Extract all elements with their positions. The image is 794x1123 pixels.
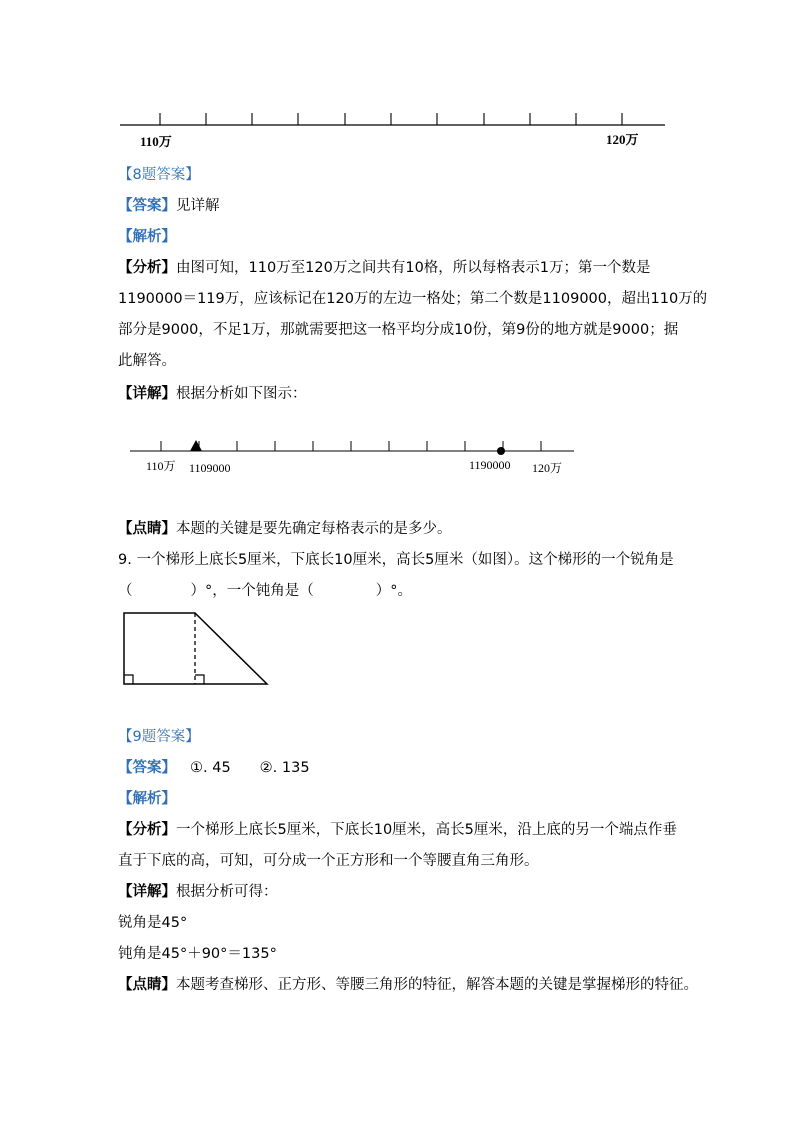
q9-xiangjie-line [118,882,278,902]
fenxi-text: 一个梯形上底长5厘米，下底长10厘米，高长5厘米，沿上底的另一个端点作垂 [176,822,677,838]
q9-fenxi-line1 [118,820,677,840]
q9-acute-line: 锐角是45° [118,915,188,931]
top-left-label: 110万 [140,134,172,149]
q8-answer-header: 【8题答案】 [118,167,200,183]
answer-tag: 【答案】 [118,198,176,214]
trapezoid-figure [115,605,280,695]
bottom-number-line [0,430,794,485]
dianjing-tag: 【点睛】 [118,521,176,537]
q9-answer-line [118,758,310,778]
xiangjie-text: 根据分析如下图示： [176,386,307,402]
bottom-number-line-ticks [161,441,541,451]
dot-marker [497,447,505,455]
q8-fenxi-line2: 1190000＝119万，应该标记在120万的左边一格处；第二个数是1109000，超出110万的 [118,291,708,307]
top-number-line [0,0,794,160]
fenxi-tag: 【分析】 [118,822,176,838]
right-angle-marker-left [124,675,133,684]
q8-dianjing-line [118,519,452,539]
q9-mid-text: ）°，一个钝角是（ [190,583,314,599]
bottom-right-label: 120万 [532,461,563,475]
q9-paren-open: （ [118,583,133,599]
dianjing-tag: 【点睛】 [118,977,176,993]
answer-tag: 【答案】 [118,760,176,776]
q9-analysis-header: 【解析】 [118,791,176,807]
right-angle-marker-mid [195,675,204,684]
q8-fenxi-line4: 此解答。 [118,353,176,369]
q9-dianjing-line [118,975,698,995]
bottom-left-label: 110万 [146,459,176,473]
triangle-label: 1109000 [189,461,231,475]
dianjing-text: 本题的关键是要先确定每格表示的是多少。 [176,521,452,537]
q9-paren-close: ）°。 [375,583,412,599]
q8-answer-line [118,196,220,216]
triangle-marker [190,440,202,451]
xiangjie-text: 根据分析可得： [176,884,278,900]
xiangjie-tag: 【详解】 [118,386,176,402]
dot-label: 1190000 [469,458,511,472]
top-right-label: 120万 [606,132,639,147]
fenxi-tag: 【分析】 [118,260,176,276]
q8-fenxi-line3: 部分是9000，不足1万，那就需要把这一格平均分成10份，第9份的地方就是9000；据 [118,322,679,338]
q9-fenxi-line2: 直于下底的高，可知，可分成一个正方形和一个等腰直角三角形。 [118,853,539,869]
top-number-line-ticks [160,113,622,125]
q8-fenxi-line1 [118,258,651,278]
q8-xiangjie-line [118,384,307,404]
q9-question-line1: 9. 一个梯形上底长5厘米，下底长10厘米，高长5厘米（如图）。这个梯形的一个锐角是 [118,552,674,568]
answer-text: 见详解 [176,198,220,214]
q9-answer-header: 【9题答案】 [118,729,200,745]
dianjing-text: 本题考查梯形、正方形、等腰三角形的特征，解答本题的关键是掌握梯形的特征。 [176,977,698,993]
q9-question-line2 [118,581,412,601]
answer-text: ①. 45 ②. 135 [190,760,310,776]
fenxi-text: 由图可知，110万至120万之间共有10格，所以每格表示1万；第一个数是 [176,260,651,276]
q8-analysis-header: 【解析】 [118,229,176,245]
q9-obtuse-line: 钝角是45°＋90°＝135° [118,946,277,962]
xiangjie-tag: 【详解】 [118,884,176,900]
